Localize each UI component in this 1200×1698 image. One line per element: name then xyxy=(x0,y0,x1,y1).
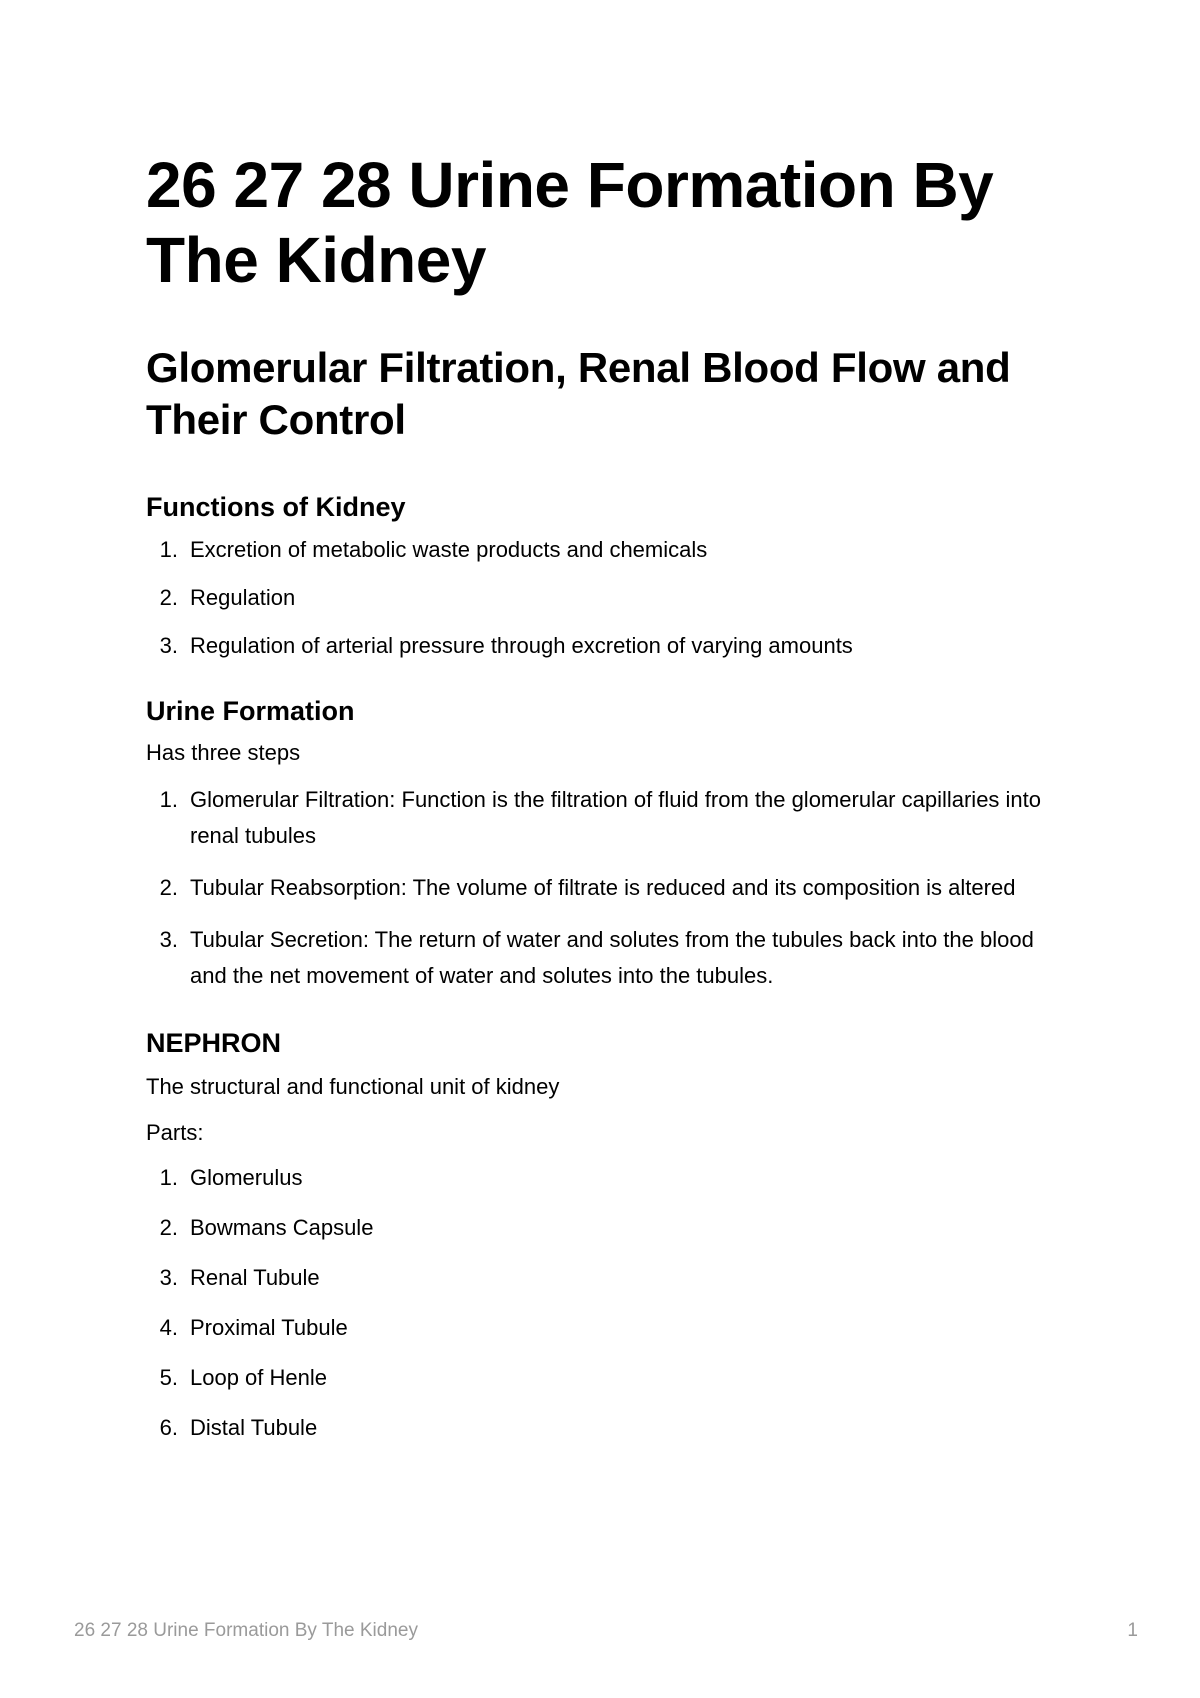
list-item xyxy=(146,1310,1076,1346)
list-text: Glomerulus xyxy=(190,1165,303,1190)
functions-heading: Functions of Kidney xyxy=(146,492,406,522)
list-item xyxy=(146,580,1076,616)
list-item xyxy=(146,922,1076,994)
list-item xyxy=(146,782,1076,854)
list-text: Bowmans Capsule xyxy=(190,1215,374,1240)
list-item xyxy=(146,1260,1076,1296)
nephron-parts-label: Parts: xyxy=(146,1120,204,1145)
list-text: Renal Tubule xyxy=(190,1265,320,1290)
list-text: Tubular Reabsorption: The volume of filtrate is reduced and its composition is altered xyxy=(190,875,1016,900)
nephron-parts-list xyxy=(146,1160,1076,1446)
list-item xyxy=(146,1410,1076,1446)
list-item xyxy=(146,1360,1076,1396)
list-text: Tubular Secretion: The return of water and solutes from the tubules back into the blood and the net movement of water and solutes into the tubules. xyxy=(190,927,1034,988)
footer-page-number: 1 xyxy=(1127,1620,1138,1641)
list-item xyxy=(146,1210,1076,1246)
list-number: 2. xyxy=(159,875,178,900)
urine-formation-list xyxy=(146,782,1076,994)
list-number: 3. xyxy=(159,633,178,658)
list-item xyxy=(146,1160,1076,1196)
list-number: 2. xyxy=(159,1215,178,1240)
list-text: Excretion of metabolic waste products and chemicals xyxy=(190,537,708,562)
list-number: 2. xyxy=(159,585,178,610)
section-title: Glomerular Filtration, Renal Blood Flow and Their Control xyxy=(146,344,1011,443)
list-number: 1. xyxy=(159,787,178,812)
functions-list xyxy=(146,532,1076,664)
list-text: Glomerular Filtration: Function is the filtration of fluid from the glomerular capillaries into renal tubules xyxy=(190,787,1042,848)
list-text: Distal Tubule xyxy=(190,1415,318,1440)
urine-formation-heading: Urine Formation xyxy=(146,696,355,726)
list-item xyxy=(146,532,1076,568)
list-text: Regulation of arterial pressure through excretion of varying amounts xyxy=(190,633,853,658)
list-number: 3. xyxy=(159,927,178,952)
list-item xyxy=(146,870,1076,906)
list-number: 6. xyxy=(159,1415,178,1440)
list-text: Regulation xyxy=(190,585,296,610)
list-text: Loop of Henle xyxy=(190,1365,327,1390)
list-text: Proximal Tubule xyxy=(190,1315,348,1340)
list-number: 3. xyxy=(159,1265,178,1290)
document-content xyxy=(146,148,1076,1446)
list-number: 5. xyxy=(159,1365,178,1390)
list-number: 1. xyxy=(159,1165,178,1190)
list-number: 1. xyxy=(159,537,178,562)
nephron-definition: The structural and functional unit of kidney xyxy=(146,1074,560,1099)
document-title: 26 27 28 Urine Formation By The Kidney xyxy=(146,149,994,296)
footer-title: 26 27 28 Urine Formation By The Kidney xyxy=(74,1620,418,1641)
list-item xyxy=(146,628,1076,664)
nephron-heading: NEPHRON xyxy=(146,1028,282,1058)
list-number: 4. xyxy=(159,1315,178,1340)
urine-formation-intro: Has three steps xyxy=(146,740,301,765)
